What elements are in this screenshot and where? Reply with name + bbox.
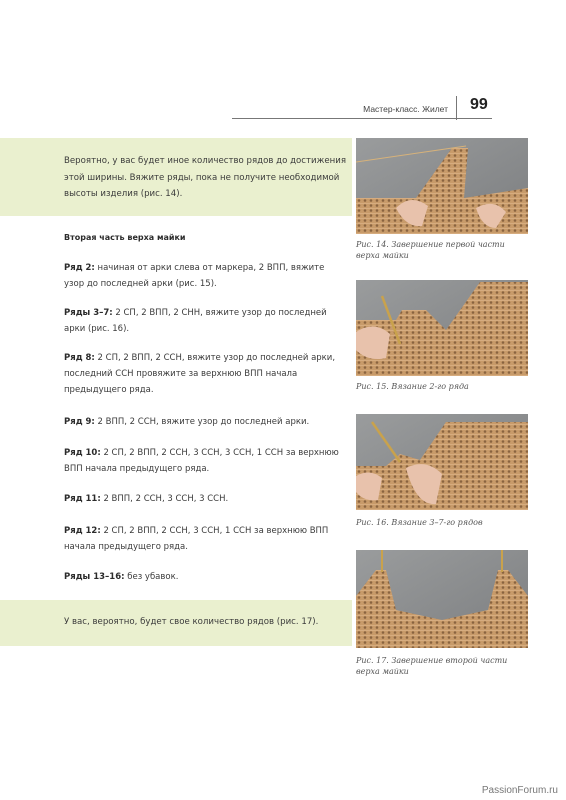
page-number: 99 bbox=[470, 96, 488, 113]
step-label: Ряды 13–16: bbox=[64, 572, 125, 582]
step-label: Ряд 9: bbox=[64, 417, 95, 427]
step-label: Ряд 12: bbox=[64, 526, 101, 536]
step-text: начиная от арки слева от маркера, 2 ВПП, вяжите узор до последней арки (рис. 15). bbox=[64, 263, 325, 289]
figure-14-caption: Рис. 14. Завершение первой части верха майки bbox=[356, 240, 505, 260]
watermark: PassionForum.ru bbox=[481, 785, 558, 796]
figure-14-photo bbox=[356, 138, 528, 234]
step-text: 2 ВПП, 2 ССН, 3 ССН, 3 ССН. bbox=[100, 494, 229, 504]
step-text: 2 СП, 2 ВПП, 2 ССН, 3 ССН, 3 ССН, 1 ССН за верхнюю ВПП начала предыдущего ряда. bbox=[64, 448, 339, 474]
figure-15-photo bbox=[356, 280, 528, 376]
step-row-2 bbox=[64, 260, 347, 292]
step-rows-13-16 bbox=[64, 569, 347, 585]
step-rows-3-7 bbox=[64, 305, 347, 337]
header-divider bbox=[456, 96, 457, 120]
step-row-12 bbox=[64, 523, 347, 555]
step-label: Ряды 3–7: bbox=[64, 308, 113, 318]
step-text: без убавок. bbox=[124, 572, 179, 582]
step-row-8 bbox=[64, 350, 347, 398]
note-box-outro bbox=[0, 600, 352, 646]
step-row-10 bbox=[64, 445, 347, 477]
step-row-9 bbox=[64, 414, 347, 430]
step-text: 2 СП, 2 ВПП, 2 СНН, вяжите узор до последней арки (рис. 16). bbox=[64, 308, 327, 334]
note-text-outro: У вас, вероятно, будет свое количество рядов (рис. 17). bbox=[64, 617, 319, 627]
section-heading: Вторая часть верха майки bbox=[64, 233, 186, 242]
step-label: Ряд 11: bbox=[64, 494, 101, 504]
figure-16-caption: Рис. 16. Вязание 3–7-го рядов bbox=[356, 518, 483, 527]
figure-17-photo bbox=[356, 550, 528, 648]
figure-15-caption: Рис. 15. Вязание 2-го ряда bbox=[356, 382, 469, 391]
step-label: Ряд 10: bbox=[64, 448, 101, 458]
figure-16-photo bbox=[356, 414, 528, 510]
step-label: Ряд 2: bbox=[64, 263, 95, 273]
note-box-intro bbox=[0, 138, 352, 216]
step-text: 2 СП, 2 ВПП, 2 ССН, вяжите узор до последней арки, последний ССН провяжите за верхнюю ВПП начала предыдущего ряда. bbox=[64, 353, 336, 395]
note-text-intro: Вероятно, у вас будет иное количество рядов до достижения этой ширины. Вяжите ряды, пока не получите необходимой высоты изделия (рис. 14). bbox=[64, 156, 346, 199]
step-label: Ряд 8: bbox=[64, 353, 95, 363]
figure-17-caption: Рис. 17. Завершение второй части верха майки bbox=[356, 656, 508, 676]
step-text: 2 СП, 2 ВПП, 2 ССН, 3 ССН, 1 ССН за верхнюю ВПП начала предыдущего ряда. bbox=[64, 526, 329, 552]
header-rule bbox=[232, 118, 492, 119]
running-header: Мастер-класс. Жилет bbox=[363, 104, 448, 114]
step-row-11 bbox=[64, 491, 347, 507]
step-text: 2 ВПП, 2 ССН, вяжите узор до последней арки. bbox=[94, 417, 310, 427]
